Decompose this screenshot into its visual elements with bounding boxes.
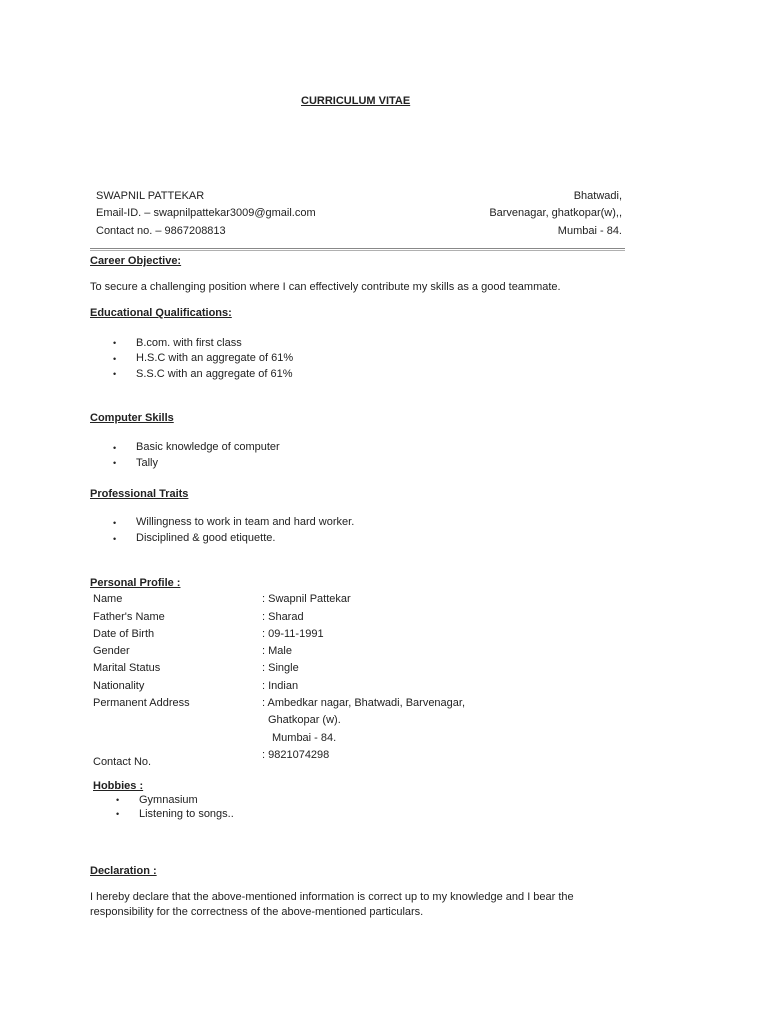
header-divider (90, 248, 625, 249)
bullet-icon: • (116, 809, 120, 819)
address-line-1: Bhatwadi, (573, 190, 622, 202)
declaration-text: I hereby declare that the above-mentioned information is correct up to my knowledge and I bear the responsibility for the correctness of the above-mentioned particulars. (90, 891, 574, 918)
profile-label-contact: Contact No. (93, 756, 152, 768)
profile-label-nationality: Nationality (93, 680, 145, 692)
profile-label-marital: Marital Status (93, 662, 161, 674)
list-item: Basic knowledge of computer (136, 441, 280, 453)
list-item: Tally (136, 457, 159, 469)
profile-label-gender: Gender (93, 645, 130, 657)
bullet-icon: • (116, 795, 120, 805)
email-text: Email-ID. – swapnilpattekar3009@gmail.com (96, 207, 316, 219)
personal-profile-heading: Personal Profile : (90, 577, 181, 589)
profile-label-name: Name (93, 593, 123, 605)
profile-label-father: Father's Name (93, 611, 165, 623)
bullet-icon: • (113, 458, 117, 468)
bullet-icon: • (113, 354, 117, 364)
declaration-heading: Declaration : (90, 865, 157, 877)
document-title: CURRICULUM VITAE (301, 95, 411, 107)
profile-value-nationality: : Indian (262, 680, 299, 692)
profile-value-name: : Swapnil Pattekar (262, 593, 351, 605)
profile-value-gender: : Male (262, 645, 292, 657)
header-divider-secondary (90, 250, 625, 251)
profile-value-address: : Ambedkar nagar, Bhatwadi, Barvenagar, (262, 697, 466, 709)
profile-label-dob: Date of Birth (93, 628, 155, 640)
profile-value-address-cont1: Ghatkopar (w). (268, 714, 341, 726)
list-item: S.S.C with an aggregate of 61% (136, 368, 293, 380)
phone-text: Contact no. – 9867208813 (96, 225, 226, 237)
profile-value-contact: : 9821074298 (262, 749, 330, 761)
professional-traits-heading: Professional Traits (90, 488, 189, 500)
list-item: B.com. with first class (136, 337, 242, 349)
bullet-icon: • (113, 518, 117, 528)
bullet-icon: • (113, 369, 117, 379)
list-item: Disciplined & good etiquette. (136, 532, 276, 544)
list-item: Gymnasium (139, 794, 198, 806)
address-line-2: Barvenagar, ghatkopar(w),, (489, 207, 622, 219)
profile-value-dob: : 09-11-1991 (262, 628, 324, 640)
candidate-name: SWAPNIL PATTEKAR (96, 190, 205, 202)
profile-value-father: : Sharad (262, 611, 304, 623)
education-heading: Educational Qualifications: (90, 307, 232, 319)
profile-value-marital: : Single (262, 662, 299, 674)
career-objective-heading: Career Objective: (90, 255, 182, 267)
bullet-icon: • (113, 534, 117, 544)
list-item: Listening to songs.. (139, 808, 234, 820)
bullet-icon: • (113, 443, 117, 453)
career-objective-text: To secure a challenging position where I can effectively contribute my skills as a good teammate. (90, 281, 561, 293)
bullet-icon: • (113, 338, 117, 348)
address-line-3: Mumbai - 84. (557, 225, 622, 237)
profile-label-address: Permanent Address (93, 697, 190, 709)
profile-value-address-cont2: Mumbai - 84. (272, 732, 337, 744)
hobbies-heading: Hobbies : (93, 780, 144, 792)
computer-skills-heading: Computer Skills (90, 412, 174, 424)
list-item: Willingness to work in team and hard worker. (136, 516, 355, 528)
list-item: H.S.C with an aggregate of 61% (136, 352, 294, 364)
